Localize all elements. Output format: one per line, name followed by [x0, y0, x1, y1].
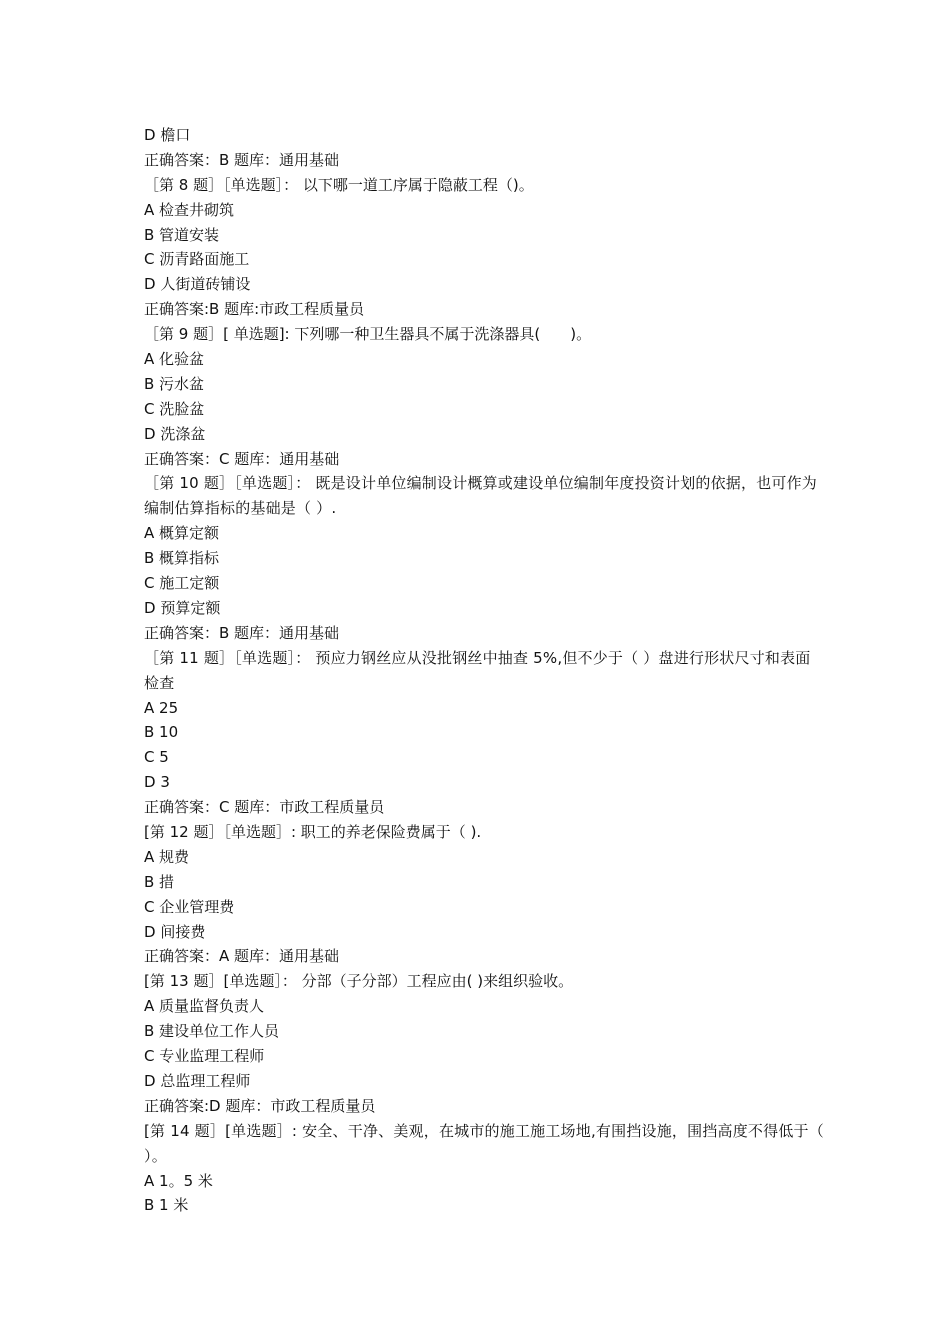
question-12: [第 12 题］［单选题］: 职工的养老保险费属于（ ).: [144, 823, 482, 841]
question-14: [第 14 题］[单选题］: 安全、干净、美观，在城市的施工施工场地,有围挡设施，围挡高度不得低于（ ）。: [144, 1121, 824, 1165]
option-b: B 管道安装: [144, 225, 220, 244]
option-a: A 化验盆: [144, 350, 205, 369]
option-b: B 10: [144, 723, 179, 742]
option-c: C 企业管理费: [144, 897, 235, 916]
question-10: ［第 10 题］［单选题］： 既是设计单位编制设计概算或建设单位编制年度投资计划的依据，也可作为编制估算指标的基础是（ ）.: [144, 474, 817, 518]
question-8: ［第 8 题］［单选题］： 以下哪一道工序属于隐蔽工程（)。: [144, 175, 534, 194]
option-b: B 1 米: [144, 1196, 189, 1215]
answer-line: 正确答案：A 题库：通用基础: [144, 947, 340, 966]
answer-line: 正确答案:D 题库：市政工程质量员: [144, 1096, 376, 1115]
question-11: ［第 11 题］［单选题］： 预应力钢丝应从没批钢丝中抽查 5%,但不少于（ ）盘进行形状尺寸和表面检查: [144, 648, 811, 692]
option-d: D 3: [144, 773, 170, 792]
option-c: C 专业监理工程师: [144, 1047, 265, 1066]
option-b: B 措: [144, 872, 175, 891]
question-13: [第 13 题］[单选题］： 分部（子分部）工程应由( )来组织验收。: [144, 972, 574, 991]
document-body: [144, 123, 824, 1218]
answer-line: 正确答案：B 题库：通用基础: [144, 623, 340, 642]
option-c: C 5: [144, 748, 169, 767]
answer-line: 正确答案：C 题库：通用基础: [144, 449, 340, 468]
option-d: D 人街道砖铺设: [144, 275, 251, 294]
option-d: D 洗涤盆: [144, 424, 206, 443]
option-d: D 预算定额: [144, 598, 221, 617]
option-d: D 总监理工程师: [144, 1071, 251, 1090]
option-d: D 檐口: [144, 126, 191, 144]
option-c: C 施工定额: [144, 574, 220, 593]
answer-line: 正确答案：C 题库：市政工程质量员: [144, 798, 385, 817]
option-c: C 沥青路面施工: [144, 250, 250, 269]
option-a: A 质量监督负责人: [144, 997, 265, 1016]
option-a: A 1。5 米: [144, 1171, 213, 1190]
option-a: A 25: [144, 698, 179, 717]
answer-line: 正确答案：B 题库：通用基础: [144, 150, 340, 169]
answer-line: 正确答案:B 题库:市政工程质量员: [144, 300, 365, 319]
option-b: B 建设单位工作人员: [144, 1022, 280, 1041]
option-c: C 洗脸盆: [144, 399, 205, 418]
option-b: B 概算指标: [144, 549, 220, 568]
option-a: A 概算定额: [144, 524, 220, 543]
option-a: A 检查井砌筑: [144, 200, 235, 219]
option-d: D 间接费: [144, 922, 206, 941]
question-9: ［第 9 题］[ 单选题]: 下列哪一种卫生器具不属于洗涤器具( )。: [144, 325, 592, 344]
option-b: B 污水盆: [144, 374, 205, 393]
option-a: A 规费: [144, 847, 190, 866]
